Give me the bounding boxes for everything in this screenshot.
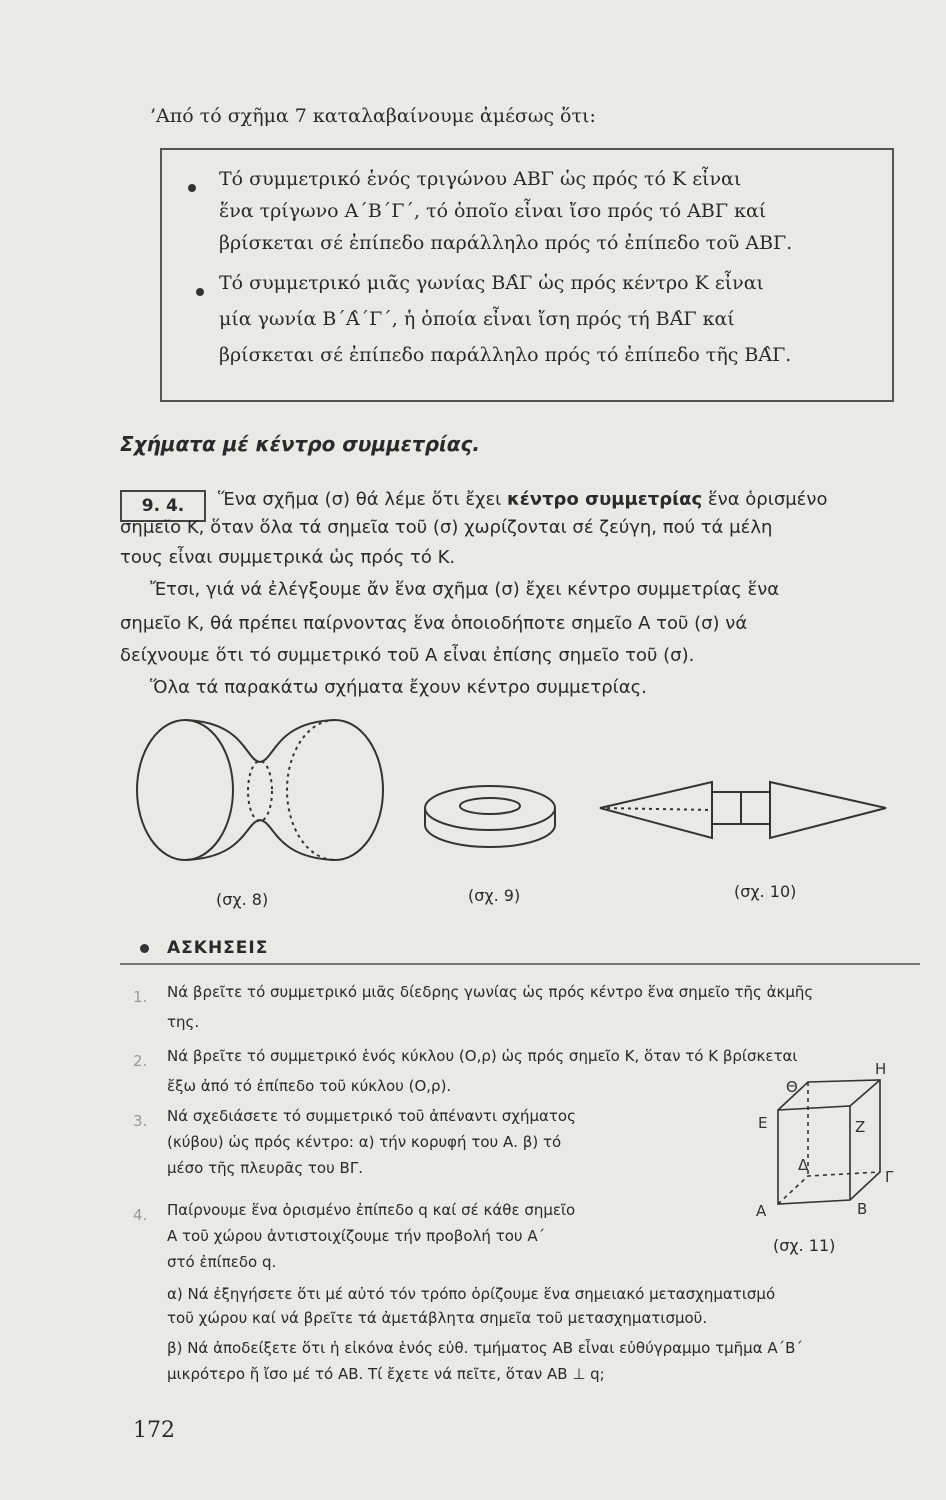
bullet-icon (196, 288, 204, 296)
cube-label-epsilon: Ε (758, 1114, 768, 1132)
definition-text: Ἕνα σχῆμα (σ) θά λέμε ὅτι ἔχει (218, 489, 502, 510)
definition-line-4: Ἔτσι, γιά νά ἐλέγξουμε ἄν ἕνα σχῆμα (σ) ἔχει κέντρο συμμετρίας ἕνα (150, 579, 780, 600)
cube-label-zeta: Ζ (855, 1118, 866, 1136)
box-bullet-1-line-3: βρίσκεται σέ ἐπίπεδο παράλληλο πρός τό ἐπίπεδο τοῦ ΑΒΓ. (219, 232, 793, 254)
box-bullet-2-line-1: Τό συμμετρικό μιᾶς γωνίας ΒΑ̂Γ ὡς πρός κέντρο Κ εἶναι (219, 272, 765, 294)
exercise-3-line-3: μέσο τῆς πλευρᾶς του ΒΓ. (167, 1159, 363, 1177)
definition-text: ἕνα ὁρισμένο (707, 489, 828, 510)
box-bullet-2-line-3: βρίσκεται σέ ἐπίπεδο παράλληλο πρός τό ἐπίπεδο τῆς ΒΑ̂Γ. (219, 344, 792, 366)
exercise-4-line-1: Παίρνουμε ἕνα ὁρισμένο ἐπίπεδο q καί σέ κάθε σημεῖο (167, 1201, 576, 1219)
exercise-2-line-2: ἔξω ἀπό τό ἐπίπεδο τοῦ κύκλου (Ο,ρ). (167, 1077, 452, 1095)
cube-figure (720, 1060, 920, 1240)
exercise-4-line-6: β) Νά ἀποδείξετε ὅτι ἡ εἰκόνα ἑνός εὐθ. τμήματος ΑΒ εἶναι εὐθύγραμμο τμῆμα Α΄Β΄ (167, 1339, 803, 1357)
figure-9-drawing (425, 786, 555, 847)
cube-label-theta: Θ (786, 1078, 798, 1096)
definition-line-1 (218, 488, 827, 512)
exercise-4-line-4: α) Νά ἐξηγήσετε ὅτι μέ αὐτό τόν τρόπο ὁρίζουμε ἕνα σημειακό μετασχηματισμό (167, 1285, 776, 1303)
definition-line-5: σημεῖο Κ, θά πρέπει παίρνοντας ἕνα ὁποιοδήποτε σημεῖο Α τοῦ (σ) νά (120, 613, 748, 634)
figure-8-drawing (137, 720, 383, 860)
exercise-4-line-7: μικρότερο ἤ ἴσο μέ τό ΑΒ. Τί ἔχετε νά πεῖτε, ὅταν ΑΒ ⊥ q; (167, 1365, 605, 1383)
cube-label-delta: Δ (798, 1156, 809, 1174)
caption-fig-9: (σχ. 9) (468, 886, 521, 905)
exercise-4-line-3: στό ἐπίπεδο q. (167, 1253, 277, 1271)
cube-label-eta: Η (875, 1060, 887, 1078)
figures-svg (100, 700, 900, 880)
bullet-icon (140, 944, 149, 953)
caption-fig-10: (σχ. 10) (734, 882, 797, 901)
definition-term: κέντρο συμμετρίας (507, 489, 703, 510)
page-number: 172 (133, 1418, 175, 1443)
figure-10-drawing (600, 782, 886, 838)
exercise-number: 1. (133, 988, 148, 1006)
exercise-number: 2. (133, 1052, 148, 1070)
cube-label-gamma: Γ (885, 1168, 894, 1186)
box-bullet-1-line-1: Τό συμμετρικό ἑνός τριγώνου ΑΒΓ ὡς πρός τό Κ εἶναι (219, 168, 742, 190)
cube-label-beta: Β (857, 1200, 868, 1218)
definition-line-7: Ὅλα τά παρακάτω σχήματα ἔχουν κέντρο συμμετρίας. (150, 677, 647, 698)
section-title: Σχήματα μέ κέντρο συμμετρίας. (120, 432, 480, 456)
exercises-divider (120, 963, 920, 965)
intro-text: ’Από τό σχῆμα 7 καταλαβαίνουμε ἀμέσως ὅτι: (150, 105, 596, 127)
exercise-3-line-1: Νά σχεδιάσετε τό συμμετρικό τοῦ ἀπέναντι σχήματος (167, 1107, 576, 1125)
caption-fig-8: (σχ. 8) (216, 890, 269, 909)
definition-number: 9. 4. (120, 490, 206, 522)
box-bullet-1-line-2: ἕνα τρίγωνο Α΄Β΄Γ΄, τό ὁποῖο εἶναι ἴσο πρός τό ΑΒΓ καί (219, 200, 767, 222)
exercise-3-line-2: (κύβου) ὡς πρός κέντρο: α) τήν κορυφή του Α. β) τό (167, 1133, 562, 1151)
exercise-2-line-1: Νά βρεῖτε τό συμμετρικό ἑνός κύκλου (Ο,ρ) ὡς πρός σημεῖο Κ, ὅταν τό Κ βρίσκεται (167, 1047, 798, 1065)
definition-line-2: σημεῖο Κ, ὅταν ὅλα τά σημεῖα τοῦ (σ) χωρίζονται σέ ζεύγη, πού τά μέλη (120, 517, 773, 538)
definition-line-3: τους εἶναι συμμετρικά ὡς πρός τό Κ. (120, 547, 456, 568)
exercise-4-line-2: Α τοῦ χώρου ἀντιστοιχίζουμε τήν προβολή του Α΄ (167, 1227, 546, 1245)
exercise-1-line-2: της. (167, 1013, 200, 1031)
box-bullet-2-line-2: μία γωνία Β΄Α̂΄Γ΄, ἡ ὁποία εἶναι ἴση πρός τή ΒΑ̂Γ καί (219, 308, 735, 330)
exercise-4-line-5: τοῦ χώρου καί νά βρεῖτε τά ἀμετάβλητα σημεῖα τοῦ μετασχηματισμοῦ. (167, 1309, 708, 1327)
bullet-icon (188, 184, 196, 192)
exercise-number: 3. (133, 1112, 148, 1130)
definition-line-6: δείχνουμε ὅτι τό συμμετρικό τοῦ Α εἶναι ἐπίσης σημεῖο τοῦ (σ). (120, 645, 695, 666)
exercise-1-line-1: Νά βρεῖτε τό συμμετρικό μιᾶς δίεδρης γωνίας ὡς πρός κέντρο ἕνα σημεῖο τῆς ἀκμῆς (167, 983, 814, 1001)
cube-label-alpha: Α (756, 1202, 767, 1220)
caption-fig-11: (σχ. 11) (773, 1236, 836, 1255)
exercise-number: 4. (133, 1206, 148, 1224)
exercises-title: ΑΣΚΗΣΕΙΣ (167, 938, 269, 958)
